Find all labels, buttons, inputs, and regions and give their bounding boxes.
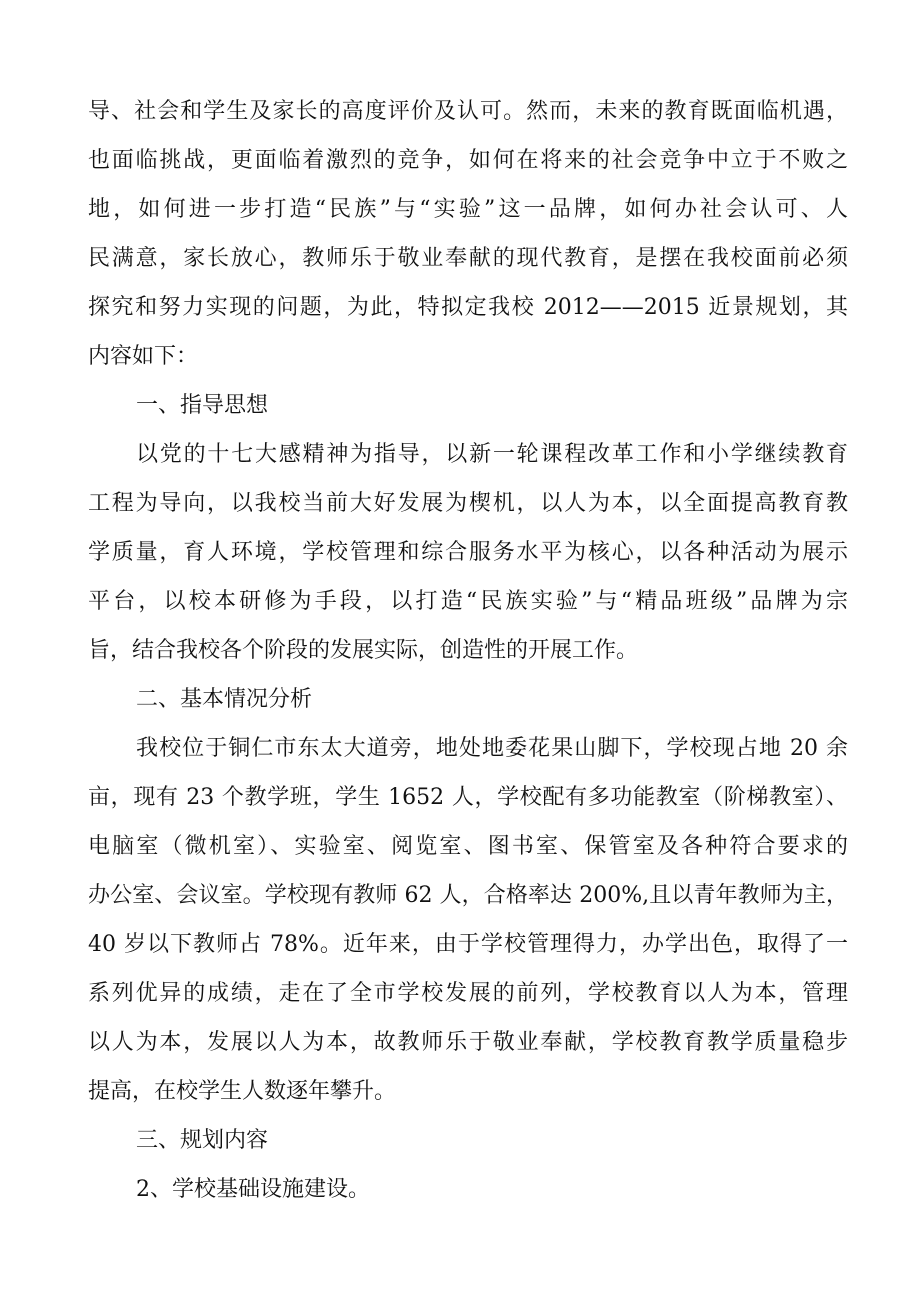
paragraph-line: 提高，在校学生人数逐年攀升。 — [88, 1079, 397, 1104]
paragraph-line: 办公室、会议室。学校现有教师 62 人，合格率达 200%,且以青年教师为主， — [88, 883, 848, 908]
section-heading: 一、指导思想 — [136, 393, 269, 418]
paragraph-line: 民满意，家长放心，教师乐于敬业奉献的现代教育，是摆在我校面前必须 — [88, 246, 848, 271]
paragraph-line: 旨，结合我校各个阶段的发展实际，创造性的开展工作。 — [88, 638, 639, 663]
paragraph-line: 工程为导向，以我校当前大好发展为楔机，以人为本，以全面提高教育教 — [88, 491, 848, 516]
paragraph-line: 地，如何进一步打造“民族”与“实验”这一品牌，如何办社会认可、人 — [88, 197, 848, 222]
paragraph-line: 探究和努力实现的问题，为此，特拟定我校 2012——2015 近景规划，其 — [88, 295, 848, 320]
list-item: 2、学校基础设施建设。 — [136, 1177, 370, 1202]
paragraph-line: 系列优异的成绩，走在了全市学校发展的前列，学校教育以人为本，管理 — [88, 981, 848, 1006]
paragraph-line: 我校位于铜仁市东太大道旁，地处地委花果山脚下，学校现占地 20 余 — [136, 736, 848, 761]
paragraph-line: 平台，以校本研修为手段，以打造“民族实验”与“精品班级”品牌为宗 — [88, 589, 848, 614]
paragraph-line: 亩，现有 23 个教学班，学生 1652 人，学校配有多功能教室（阶梯教室）、 — [88, 785, 848, 810]
paragraph-line: 也面临挑战，更面临着激烈的竞争，如何在将来的社会竞争中立于不败之 — [88, 148, 848, 173]
paragraph-line: 导、社会和学生及家长的高度评价及认可。然而，未来的教育既面临机遇， — [88, 99, 848, 124]
paragraph-line: 以党的十七大感精神为指导，以新一轮课程改革工作和小学继续教育 — [136, 442, 848, 467]
section-heading: 二、基本情况分析 — [136, 687, 313, 712]
paragraph-line: 学质量，育人环境，学校管理和综合服务水平为核心，以各种活动为展示 — [88, 540, 848, 565]
section-heading: 三、规划内容 — [136, 1128, 269, 1153]
paragraph-line: 以人为本，发展以人为本，故教师乐于敬业奉献，学校教育教学质量稳步 — [88, 1030, 848, 1055]
paragraph-line: 40 岁以下教师占 78%。近年来，由于学校管理得力，办学出色，取得了一 — [88, 932, 848, 957]
paragraph-line: 内容如下： — [88, 344, 199, 369]
paragraph-line: 电脑室（微机室）、实验室、阅览室、图书室、保管室及各种符合要求的 — [88, 834, 848, 859]
